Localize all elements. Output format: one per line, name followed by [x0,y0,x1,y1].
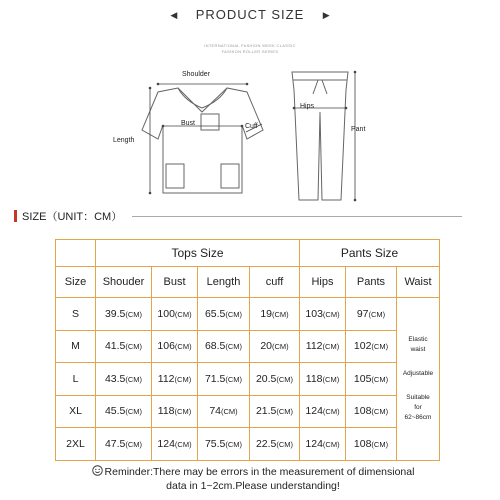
table-header-row [56,267,440,298]
section-divider [132,216,462,217]
size-section-title: SIZE（UNIT：CM） [14,208,462,224]
table-row [56,363,440,396]
size-cell: XL [56,395,96,428]
table-row [56,298,440,331]
section-marker [14,210,17,222]
right-arrow-icon: ▶ [322,10,330,20]
length-cell: 65.5(CM) [198,298,250,331]
col-header-size: Size [56,267,96,298]
bust-cell: 100(CM) [152,298,198,331]
cuff-cell: 21.5(CM) [250,395,300,428]
size-cell: S [56,298,96,331]
hips-label: Hips [300,103,315,110]
bust-cell: 112(CM) [152,363,198,396]
hips-cell: 124(CM) [300,395,346,428]
shoulder-label: Shoulder [182,71,211,78]
col-header-waist: Waist [397,267,440,298]
col-header-pants: Pants [346,267,397,298]
pants-cell: 102(CM) [346,330,397,363]
page-subtitle: INTERNATIONAL FASHION WEEK CLASSIC FASHION ROLLER SERIES [204,43,296,54]
hips-cell: 124(CM) [300,428,346,461]
left-arrow-icon: ◀ [170,10,178,20]
pants-size-header: Pants Size [300,240,440,267]
shoulder-cell: 45.5(CM) [96,395,152,428]
bust-cell: 124(CM) [152,428,198,461]
shoulder-cell: 41.5(CM) [96,330,152,363]
hips-cell: 112(CM) [300,330,346,363]
length-cell: 75.5(CM) [198,428,250,461]
length-label: Length [113,137,135,144]
cuff-cell: 19(CM) [250,298,300,331]
shoulder-cell: 43.5(CM) [96,363,152,396]
col-header-hips: Hips [300,267,346,298]
pants-cell: 105(CM) [346,363,397,396]
size-cell: 2XL [56,428,96,461]
length-cell: 71.5(CM) [198,363,250,396]
size-cell: M [56,330,96,363]
shirt-neckline [178,88,227,112]
pants-cell: 97(CM) [346,298,397,331]
shoulder-cell: 47.5(CM) [96,428,152,461]
cuff-label: Cuff [245,123,258,130]
smiley-icon [92,465,103,476]
pant-label: Pant [351,126,366,133]
hips-cell: 103(CM) [300,298,346,331]
pants-drawstring [313,80,327,94]
reminder-note [38,465,468,493]
waist-cell: Elastic waist Adjustable Suitable for 62~86cm [397,298,440,461]
pants-outline [292,72,348,200]
size-cell: L [56,363,96,396]
col-header-shoulder: Shouder [96,267,152,298]
col-header-bust: Bust [152,267,198,298]
page-title: PRODUCT SIZE [195,7,305,22]
tops-size-header: Tops Size [96,240,300,267]
reminder-line-2: data in 1~2cm.Please understanding! [166,480,340,492]
bust-label: Bust [181,120,196,127]
cuff-cell: 20.5(CM) [250,363,300,396]
cuff-cell: 20(CM) [250,330,300,363]
table-row [56,395,440,428]
size-table [55,239,440,461]
col-header-cuff: cuff [250,267,300,298]
shirt-right-pocket [221,164,239,188]
hips-cell: 118(CM) [300,363,346,396]
bust-cell: 106(CM) [152,330,198,363]
table-row [56,428,440,461]
table-group-header-row [56,240,440,267]
shoulder-cell: 39.5(CM) [96,298,152,331]
pants-cell: 108(CM) [346,395,397,428]
length-cell: 74(CM) [198,395,250,428]
shirt-outline [142,88,263,193]
col-header-length: Length [198,267,250,298]
bust-cell: 118(CM) [152,395,198,428]
length-cell: 68.5(CM) [198,330,250,363]
garment-diagram [0,0,500,205]
shirt-chest-pocket [201,114,219,130]
cuff-cell: 22.5(CM) [250,428,300,461]
reminder-line-1: Reminder:There may be errors in the measurement of dimensional [104,466,415,478]
table-row [56,330,440,363]
pants-cell: 108(CM) [346,428,397,461]
shirt-left-pocket [166,164,184,188]
